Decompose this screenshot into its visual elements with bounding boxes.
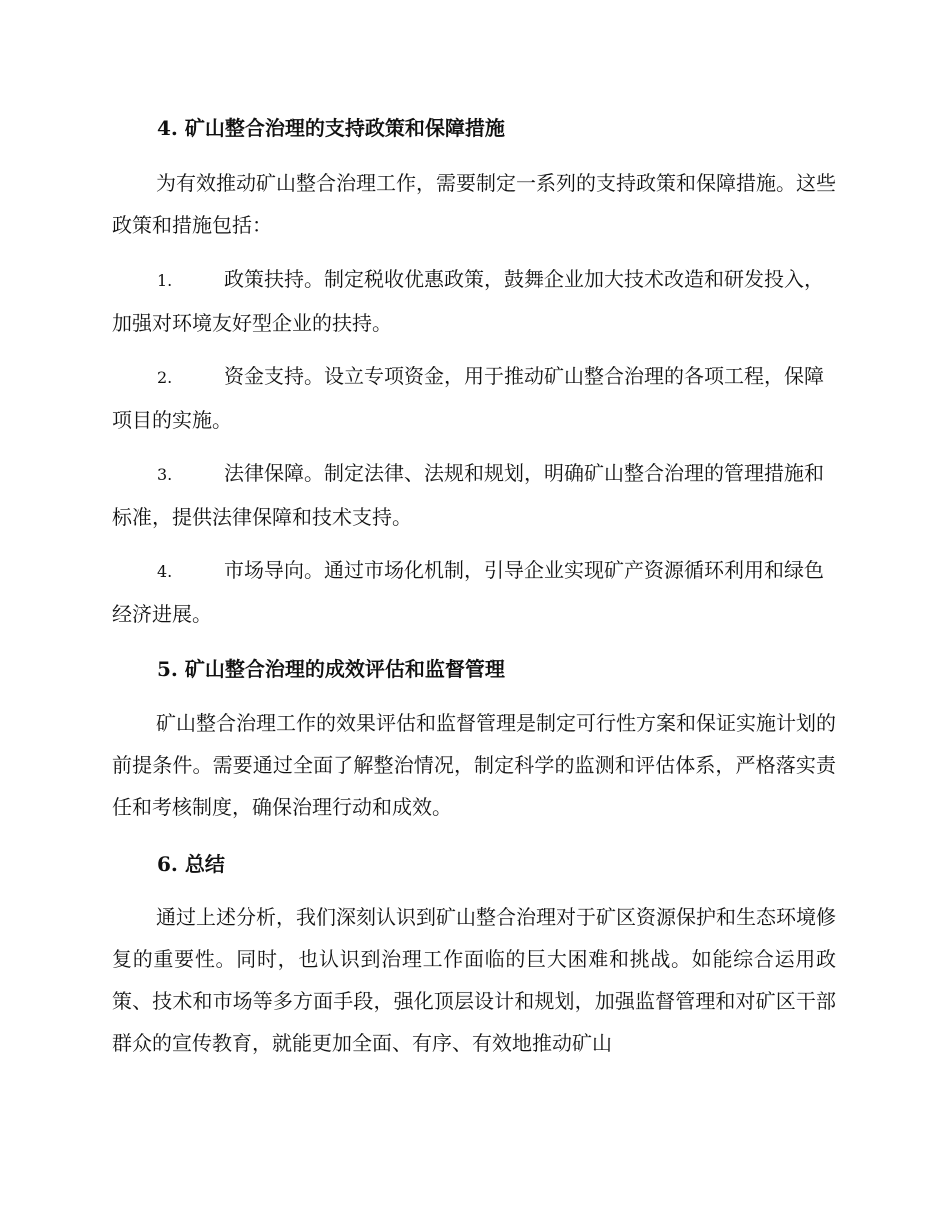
list-item xyxy=(112,258,836,344)
section-6-body: 通过上述分析，我们深刻认识到矿山整合治理对于矿区资源保护和生态环境修复的重要性。同时，也认识到治理工作面临的巨大困难和挑战。如能综合运用政策、技术和市场等多方面手段，强化顶层设计和规划，加强监督管理和对矿区干部群众的宣传教育，就能更加全面、有序、有效地推动矿山 xyxy=(112,905,836,1055)
section-5-heading: 5. 矿山整合治理的成效评估和监督管理 xyxy=(157,657,505,681)
list-item-number: 1. xyxy=(157,271,173,290)
section-4-heading: 4. 矿山整合治理的支持政策和保障措施 xyxy=(157,116,505,140)
list-item-text: 法律保障。制定法律、法规和规划，明确矿山整合治理的管理措施和标准，提供法律保障和技术支持。 xyxy=(112,461,824,529)
list-item xyxy=(112,549,836,635)
list-item-text: 政策扶持。制定税收优惠政策，鼓舞企业加大技术改造和研发投入，加强对环境友好型企业的扶持。 xyxy=(112,267,824,335)
list-item-number: 4. xyxy=(157,562,173,581)
list-item-number: 3. xyxy=(157,465,173,484)
section-6-heading: 6. 总结 xyxy=(157,852,225,876)
list-item-number: 2. xyxy=(157,368,173,387)
list-item xyxy=(112,452,836,538)
section-4-intro: 为有效推动矿山整合治理工作，需要制定一系列的支持政策和保障措施。这些政策和措施包括： xyxy=(112,171,836,237)
list-item-text: 市场导向。通过市场化机制，引导企业实现矿产资源循环利用和绿色经济进展。 xyxy=(112,558,824,626)
list-item-text: 资金支持。设立专项资金，用于推动矿山整合治理的各项工程，保障项目的实施。 xyxy=(112,364,824,432)
list-item xyxy=(112,355,836,441)
section-5-body: 矿山整合治理工作的效果评估和监督管理是制定可行性方案和保证实施计划的前提条件。需要通过全面了解整治情况，制定科学的监测和评估体系，严格落实责任和考核制度，确保治理行动和成效。 xyxy=(112,711,836,819)
